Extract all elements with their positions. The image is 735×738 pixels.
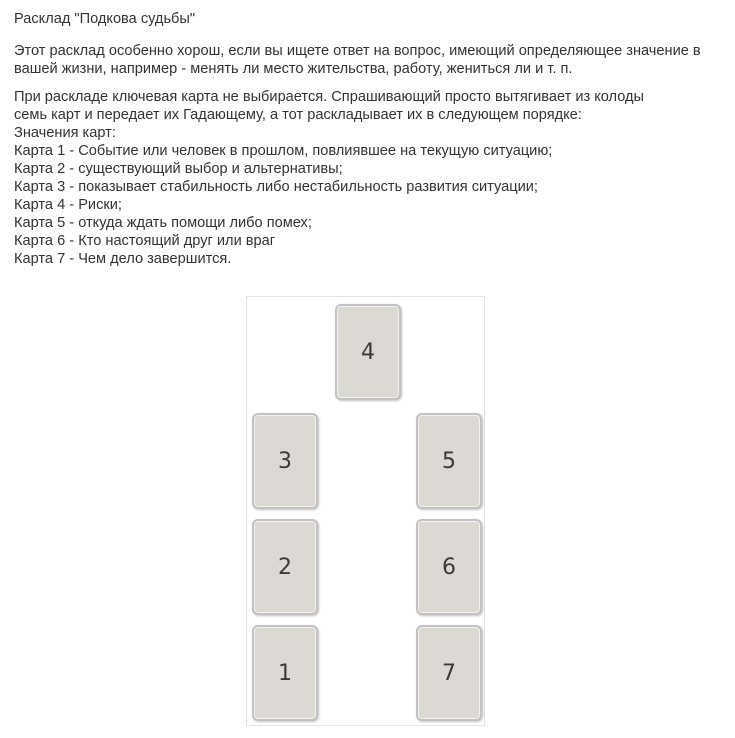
card-1: 1: [252, 625, 318, 721]
procedure-line: семь карт и передает их Гадающему, а тот раскладывает их в следующем порядке:: [14, 107, 582, 123]
card-2: 2: [252, 519, 318, 615]
card-5: 5: [416, 413, 482, 509]
meaning-card-4: Карта 4 - Риски;: [14, 197, 122, 213]
meaning-card-3: Карта 3 - показывает стабильность либо нестабильность развития ситуации;: [14, 179, 538, 195]
meaning-card-6: Карта 6 - Кто настоящий друг или враг: [14, 233, 276, 249]
meaning-card-1: Карта 1 - Событие или человек в прошлом, повлиявшее на текущую ситуацию;: [14, 143, 553, 159]
horseshoe-spread-diagram: [246, 296, 485, 726]
card-4: 4: [335, 304, 401, 400]
procedure-line: При раскладе ключевая карта не выбирается. Спрашивающий просто вытягивает из колоды: [14, 89, 645, 105]
intro-paragraph: Этот расклад особенно хорош, если вы ищете ответ на вопрос, имеющий определяющее значение в вашей жизни, например - менять ли место жительства, работу, жениться ли и т. п.: [14, 43, 701, 77]
card-6: 6: [416, 519, 482, 615]
page-title: Расклад "Подкова судьбы": [14, 11, 196, 27]
article-text: [14, 10, 729, 268]
meaning-card-7: Карта 7 - Чем дело завершится.: [14, 251, 232, 267]
meaning-card-2: Карта 2 - существующий выбор и альтернативы;: [14, 161, 343, 177]
card-7: 7: [416, 625, 482, 721]
meanings-heading: Значения карт:: [14, 125, 116, 141]
meaning-card-5: Карта 5 - откуда ждать помощи либо помех;: [14, 215, 312, 231]
card-3: 3: [252, 413, 318, 509]
